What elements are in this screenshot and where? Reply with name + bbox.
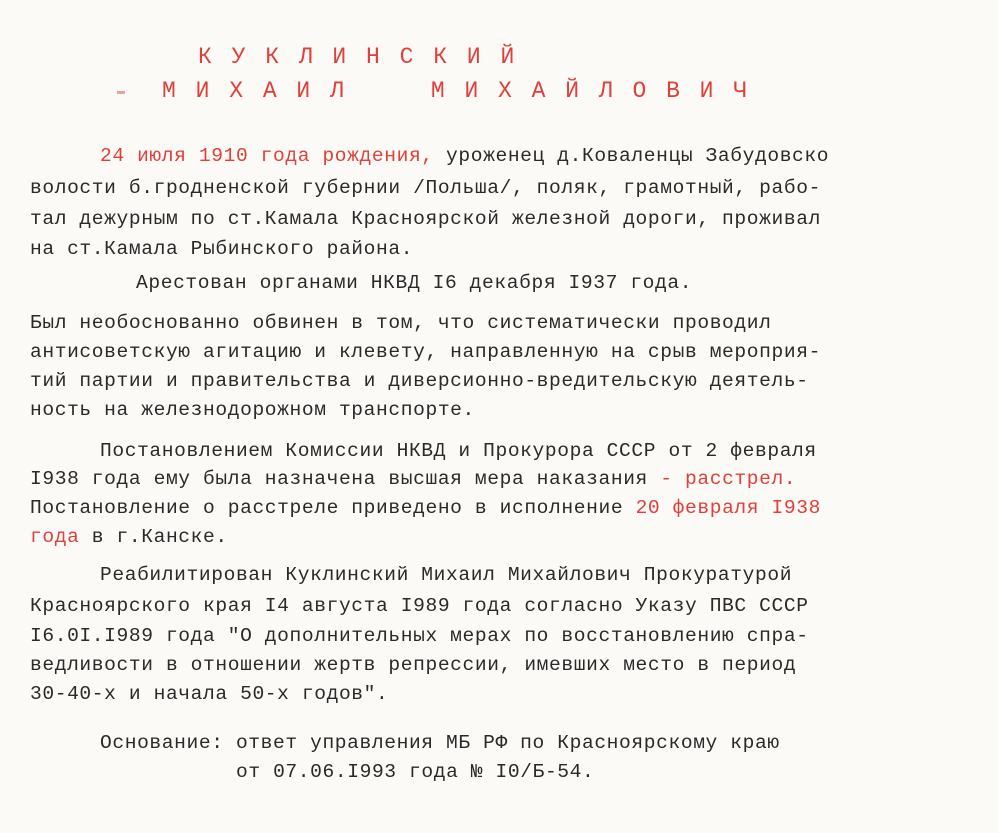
sentence-line-4 xyxy=(30,528,228,548)
bio-line-4: на ст.Камала Рыбинского района. xyxy=(30,238,414,260)
name-heading: М И Х А И Л М И Х А Й Л О В И Ч xyxy=(162,78,751,104)
surname-heading: К У К Л И Н С К И Й xyxy=(198,44,518,70)
sentence-line-3 xyxy=(30,499,821,519)
charge-line-3: тий партии и правительства и диверсионно-вредительскую деятель- xyxy=(30,370,809,392)
bio-line-1 xyxy=(100,147,829,167)
arrest-line: Арестован органами НКВД I6 декабря I937 года. xyxy=(136,272,693,294)
charge-line-4: ность на железнодорожном транспорте. xyxy=(30,399,475,421)
basis-line-1: Основание: ответ управления МБ РФ по Красноярскому краю xyxy=(100,732,780,754)
birthplace-text: уроженец д.Коваленцы Забудовско xyxy=(433,145,830,167)
execution-date-text: 20 февраля I938 xyxy=(635,497,821,519)
bio-line-2: волости б.гродненской губернии /Польша/, поляк, грамотный, рабо- xyxy=(30,177,821,199)
sentence-line-2 xyxy=(30,470,796,490)
rehab-line-2: Красноярского края I4 августа I989 года согласно Указу ПВС СССР xyxy=(30,595,809,617)
execution-year-word: года xyxy=(30,526,80,548)
basis-line-2: от 07.06.I993 года № I0/Б-54. xyxy=(236,761,595,783)
execution-order-text: Постановление о расстреле приведено в исполнение xyxy=(30,497,636,519)
charge-line-1: Был необоснованно обвинен в том, что систематически проводил xyxy=(30,312,772,334)
sentence-line-1: Постановлением Комиссии НКВД и Прокурора СССР от 2 февраля xyxy=(100,440,817,462)
sentence-text: I938 года ему была назначена высшая мера наказания xyxy=(30,468,661,490)
execution-text: - расстрел. xyxy=(660,468,797,490)
bio-line-3: тал дежурным по ст.Камала Красноярской железной дороги, проживал xyxy=(30,208,821,230)
charge-line-2: антисоветскую агитацию и клевету, направленную на срыв мероприя- xyxy=(30,341,821,363)
birth-date-text: 24 июля 1910 года рождения, xyxy=(100,145,434,167)
execution-place-text: в г.Канске. xyxy=(79,526,228,548)
rehab-line-1: Реабилитирован Куклинский Михаил Михайлович Прокуратурой xyxy=(100,564,793,586)
rehab-line-5: 30-40-х и начала 50-х годов". xyxy=(30,683,389,705)
rehab-line-4: ведливости в отношении жертв репрессии, имевших место в период xyxy=(30,654,797,676)
rehab-line-3: I6.0I.I989 года "О дополнительных мерах по восстановлению спра- xyxy=(30,625,809,647)
